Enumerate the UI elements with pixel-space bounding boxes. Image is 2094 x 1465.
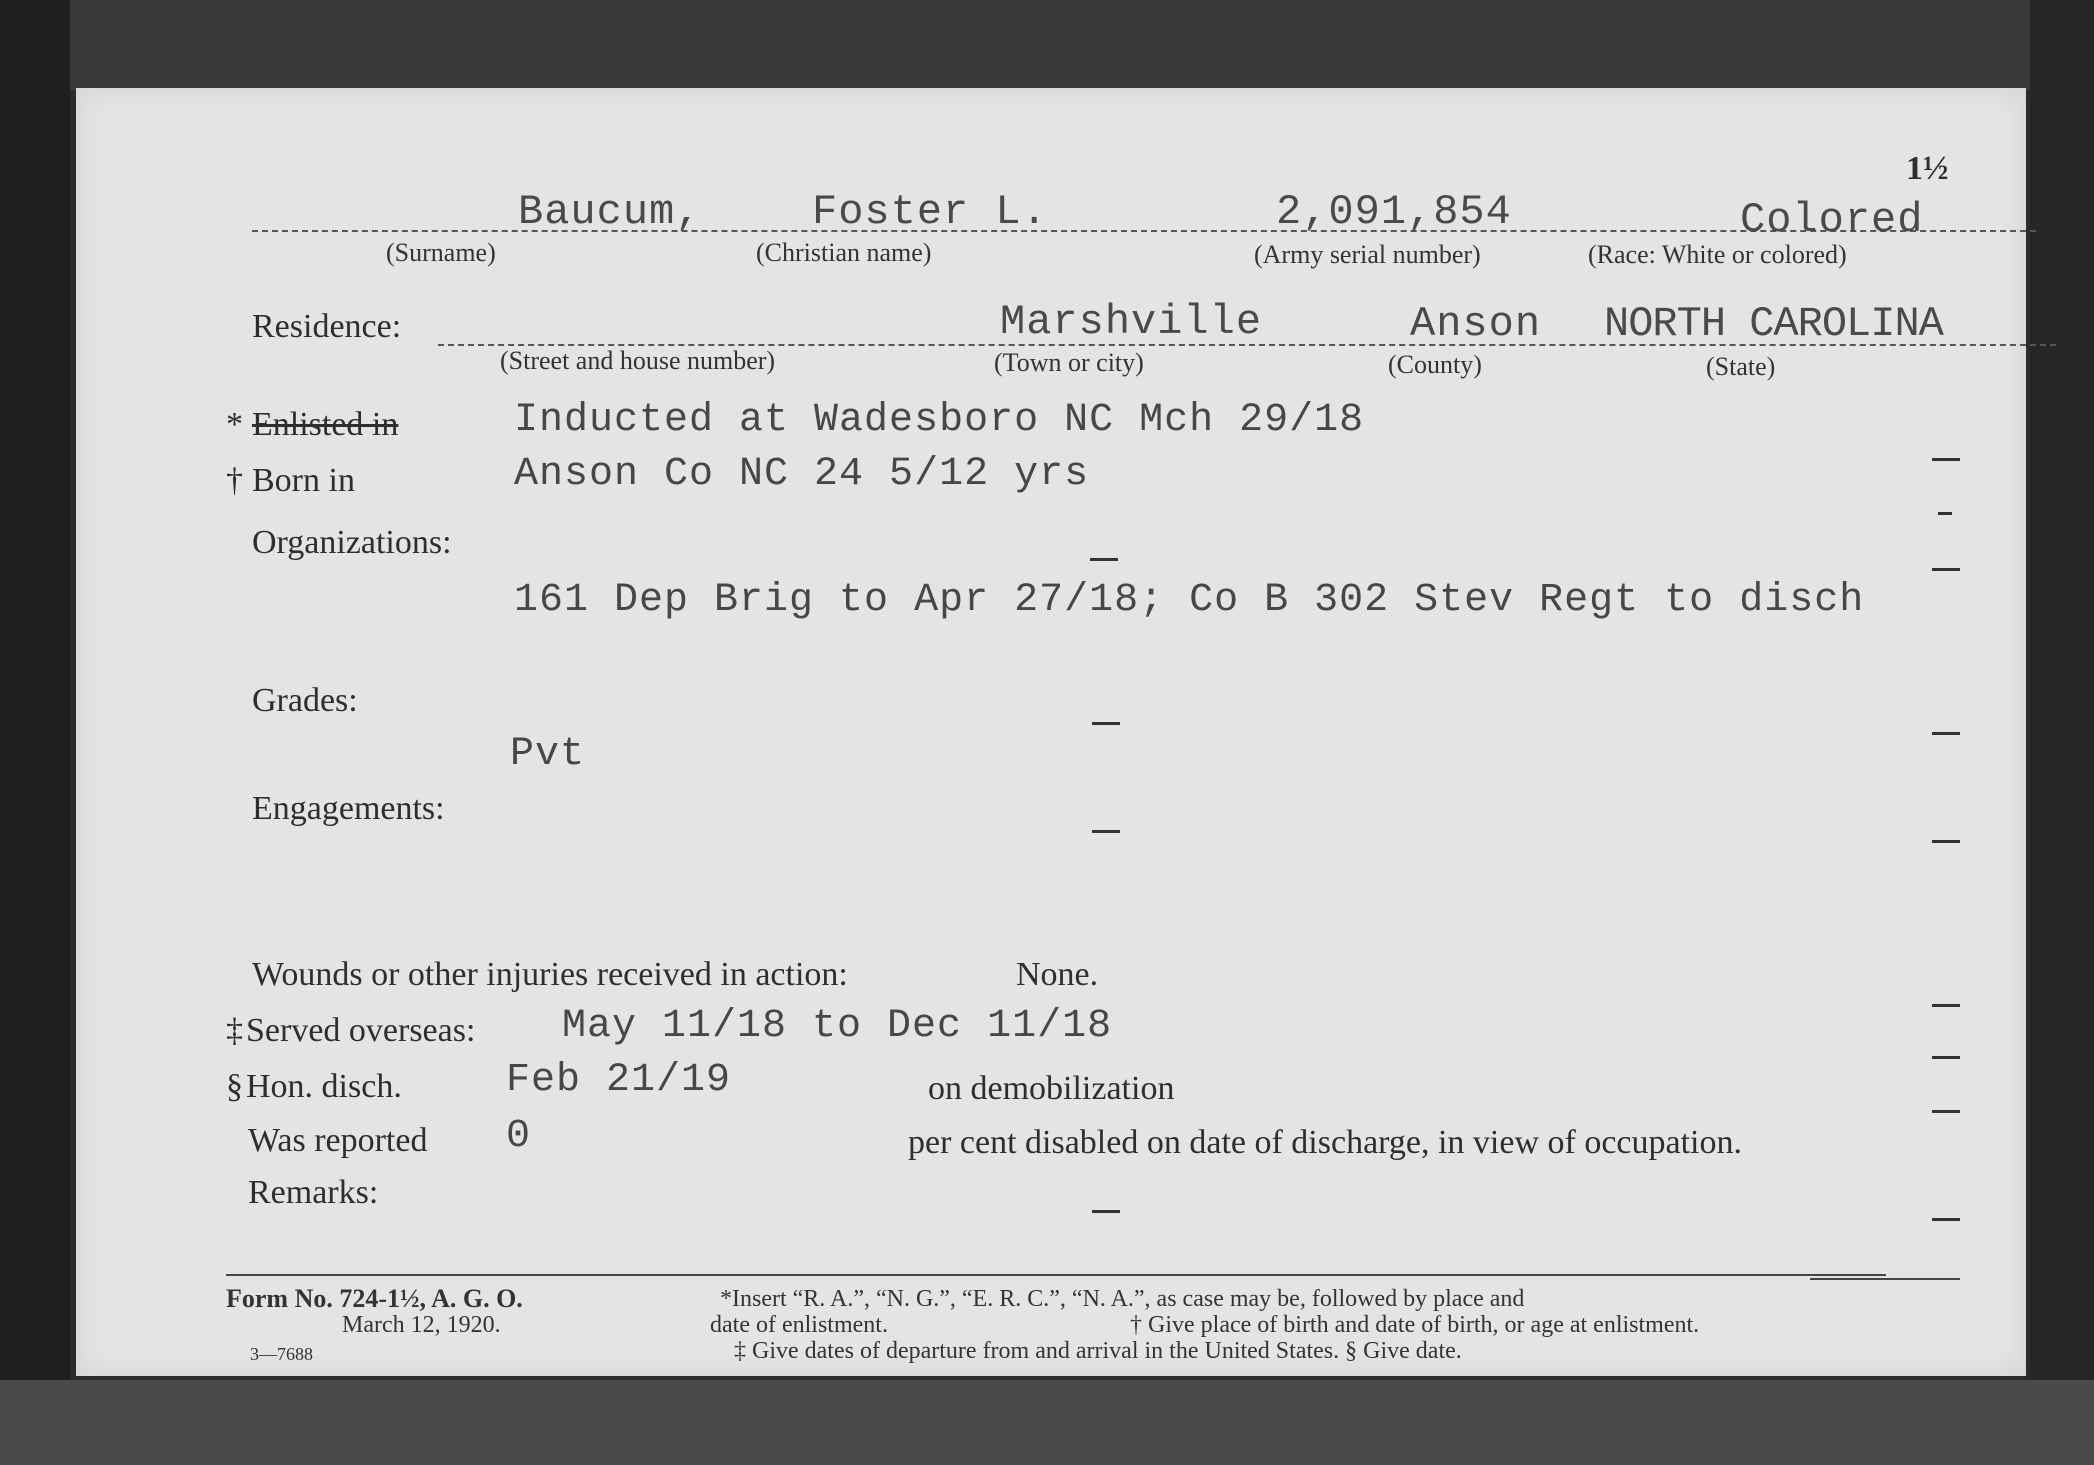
overseas-value: May 11/18 to Dec 11/18 (562, 1004, 1113, 1049)
christian-name-caption: (Christian name) (756, 238, 932, 267)
enlisted-label: Enlisted in (252, 406, 399, 443)
footer-rule (1810, 1278, 1960, 1280)
town-caption: (Town or city) (994, 348, 1144, 377)
footer-rule (226, 1274, 1886, 1276)
form-number: Form No. 724-1½, A. G. O. (226, 1284, 523, 1313)
county-value: Anson (1410, 300, 1542, 348)
serial-number-caption: (Army serial number) (1254, 240, 1481, 269)
wounds-value: None. (1016, 956, 1099, 993)
born-label: Born in (252, 462, 355, 499)
reported-label: Was reported (248, 1122, 428, 1159)
tab-mark (1932, 840, 1960, 843)
reported-value: 0 (506, 1114, 532, 1159)
discharge-note: on demobilization (928, 1070, 1175, 1107)
county-caption: (County) (1388, 350, 1482, 379)
scan-background-left (0, 0, 70, 1465)
born-marker: † (226, 462, 243, 499)
race-caption: (Race: White or colored) (1588, 240, 1847, 269)
overseas-label: Served overseas: (246, 1012, 476, 1049)
state-caption: (State) (1706, 352, 1776, 381)
tab-mark (1932, 1110, 1960, 1113)
town-value: Marshville (1000, 298, 1263, 346)
reported-note: per cent disabled on date of discharge, in view of occupation. (908, 1124, 1742, 1161)
scan-background-top (0, 0, 2094, 90)
form-date: March 12, 1920. (342, 1312, 501, 1338)
tab-mark (1090, 558, 1118, 561)
tab-mark (1092, 722, 1120, 725)
discharge-value: Feb 21/19 (506, 1058, 732, 1103)
surname-value: Baucum, (518, 188, 702, 236)
organizations-value: 161 Dep Brig to Apr 27/18; Co B 302 Stev Regt to disch (514, 578, 1865, 623)
tab-mark (1932, 732, 1960, 735)
footer-note-2a: date of enlistment. (710, 1312, 888, 1338)
organizations-label: Organizations: (252, 524, 452, 561)
christian-name-value: Foster L. (812, 188, 1048, 236)
grades-label: Grades: (252, 682, 358, 719)
overseas-marker: ‡ (226, 1012, 243, 1049)
race-value: Colored (1740, 196, 1924, 244)
tab-mark (1092, 1210, 1120, 1213)
born-value: Anson Co NC 24 5/12 yrs (514, 452, 1090, 497)
footer-note-3: ‡ Give dates of departure from and arrival in the United States. § Give date. (734, 1338, 1462, 1364)
tab-mark (1932, 1056, 1960, 1059)
grades-value: Pvt (510, 732, 586, 777)
scan-background-right (2030, 0, 2094, 1465)
tab-mark (1092, 830, 1120, 833)
tab-mark (1932, 458, 1960, 461)
street-caption: (Street and house number) (500, 346, 776, 375)
tab-mark (1932, 1218, 1960, 1221)
surname-caption: (Surname) (386, 238, 496, 267)
discharge-marker: § (226, 1068, 243, 1105)
footer-note-1: *Insert “R. A.”, “N. G.”, “E. R. C.”, “N. A.”, as case may be, followed by place and (720, 1286, 1525, 1312)
discharge-label: Hon. disch. (246, 1068, 402, 1105)
state-value: NORTH CAROLINA (1604, 300, 1943, 348)
enlisted-marker: * (226, 406, 243, 443)
enlisted-value: Inducted at Wadesboro NC Mch 29/18 (514, 398, 1365, 443)
service-record-card (76, 88, 2026, 1376)
scan-background-bottom (0, 1380, 2094, 1465)
residence-label: Residence: (252, 308, 402, 345)
wounds-label: Wounds or other injuries received in action: (252, 956, 848, 993)
card-number: 1½ (1906, 150, 1949, 187)
engagements-label: Engagements: (252, 790, 445, 827)
remarks-label: Remarks: (248, 1174, 379, 1211)
tab-mark (1938, 512, 1952, 515)
form-code: 3—7688 (250, 1344, 313, 1364)
tab-mark (1932, 568, 1960, 571)
tab-mark (1932, 1004, 1960, 1007)
footer-note-2b: † Give place of birth and date of birth, or age at enlistment. (1130, 1312, 1700, 1338)
serial-number-value: 2,091,854 (1276, 188, 1512, 236)
